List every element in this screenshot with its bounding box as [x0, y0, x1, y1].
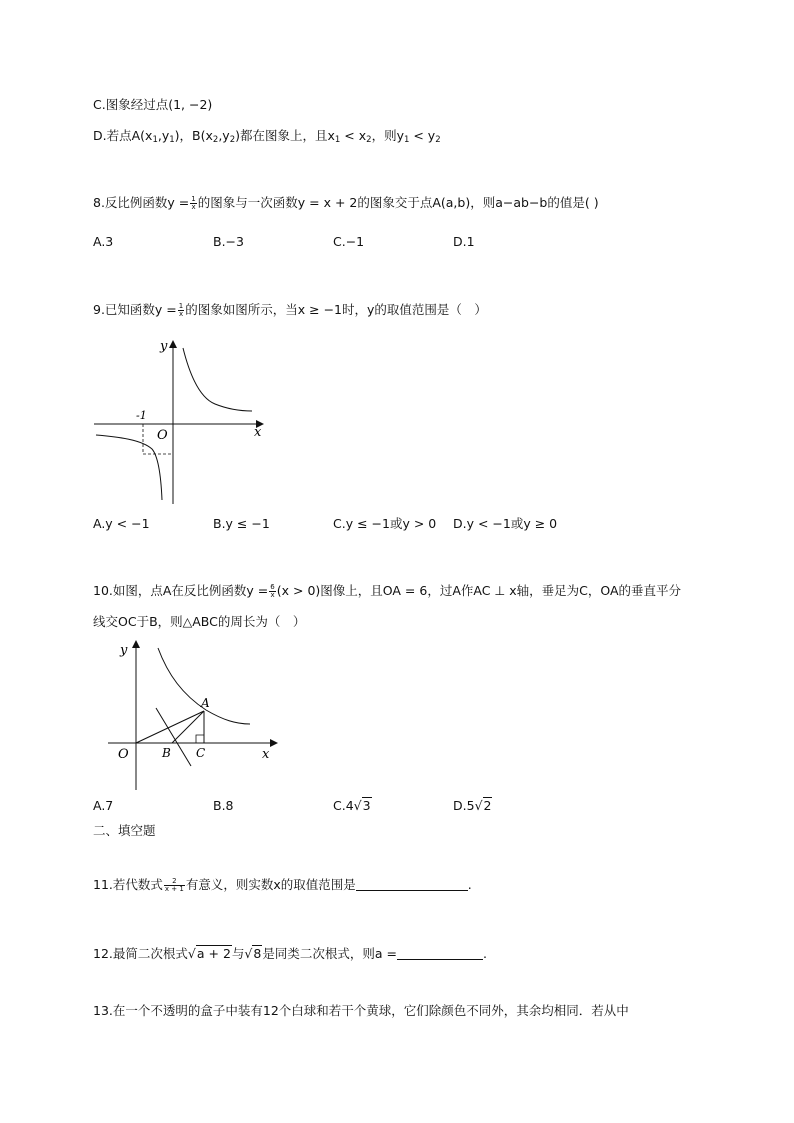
q9-curve-lower — [96, 435, 162, 500]
q8-option-d: D.1 — [453, 234, 475, 249]
q7-option-d: D.若点$A(x_1,y_1)$，$B(x_2,y_2)$都在图象上，且$x_1 < x_2$，则$y_1 < y_2$ — [93, 128, 441, 145]
q12-answer-blank[interactable] — [397, 947, 483, 960]
q9-graph — [90, 336, 280, 508]
q11-fraction: $\frac{2}{x + 1}$ — [164, 877, 184, 893]
q11-stem: 11.若代数式 $\frac{2}{x + 1}$ 有意义，则实数x的取值范围是 . — [93, 877, 472, 893]
q12-stem: 12.最简二次根式√a + 2与√8是同类二次根式，则a = . — [93, 946, 487, 961]
q10-stem-line2: 线交OC于B，则△ABC的周长为（ ） — [93, 614, 306, 629]
q9-x-label: x — [254, 425, 262, 440]
q10-right-angle-mark — [196, 735, 204, 743]
q8-stem: 8.反比例函数y = $\frac{1}{x}$ 的图象与一次函数y = x + 2的图象交于点A(a,b)，则a−ab−b的值是( ) — [93, 195, 599, 211]
q10-origin-label: O — [118, 747, 129, 762]
q10-point-a-label: A — [201, 696, 210, 710]
q10-y-label: y — [120, 643, 128, 658]
q10-segment-ab — [172, 711, 204, 743]
q9-option-a: A.y < −1 — [93, 516, 150, 531]
q13-stem: 13.在一个不透明的盒子中装有12个白球和若干个黄球，它们除颜色不同外，其余均相同．若从中 — [93, 1003, 629, 1018]
q9-origin-label: O — [157, 428, 168, 443]
q11-answer-blank[interactable] — [356, 878, 468, 891]
q10-option-d: D.5√2 — [453, 798, 492, 813]
q8-option-a: A.3 — [93, 234, 114, 249]
q9-option-b: B.y ≤ −1 — [213, 516, 270, 531]
q8-option-c: C.−1 — [333, 234, 365, 249]
q9-option-d: D.y < −1或y ≥ 0 — [453, 516, 558, 531]
q10-option-c: C.4√3 — [333, 798, 371, 813]
q10-option-a: A.7 — [93, 798, 114, 813]
q10-stem: 10.如图，点A在反比例函数y = $\frac{6}{x}$ (x > 0)图像上，且OA = 6，过A作AC ⊥ x轴，垂足为C，OA的垂直平分 — [93, 583, 682, 599]
q8-option-b: B.−3 — [213, 234, 244, 249]
q9-curve-upper — [183, 348, 252, 411]
q10-fraction: $\frac{6}{x}$ — [270, 583, 275, 599]
q10-segment-oa — [136, 711, 204, 743]
q10-graph — [108, 640, 288, 790]
q8-fraction: $\frac{1}{x}$ — [191, 195, 196, 211]
q7-option-c: C.图象经过点(1, −2) — [93, 97, 213, 112]
q10-point-c-label: C — [196, 746, 206, 760]
section-heading: 二、填空题 — [93, 823, 156, 838]
q10-option-b: B.8 — [213, 798, 234, 813]
q10-x-label: x — [262, 747, 270, 762]
q9-option-c: C.y ≤ −1或y > 0 — [333, 516, 437, 531]
q9-tick-label: -1 — [136, 409, 147, 422]
q9-stem: 9.已知函数y = $\frac{1}{x}$ 的图象如图所示，当x ≥ −1时，y的取值范围是（ ） — [93, 302, 487, 318]
q9-y-label: y — [160, 339, 168, 354]
q9-fraction: $\frac{1}{x}$ — [178, 302, 184, 318]
q10-point-b-label: B — [162, 746, 171, 760]
